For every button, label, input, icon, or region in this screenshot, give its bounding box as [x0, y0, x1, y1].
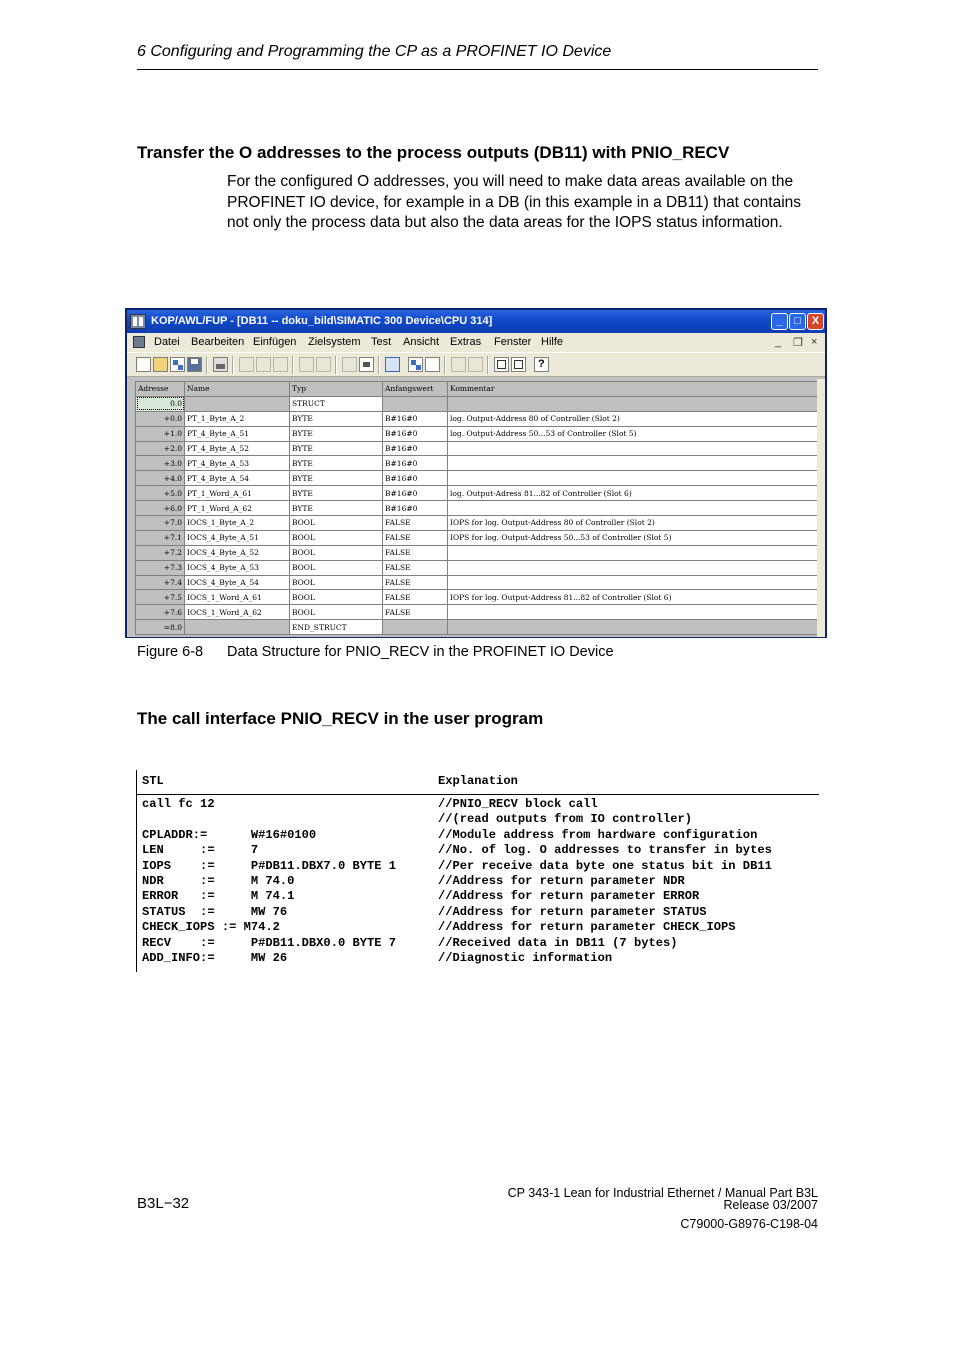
menu-einfuegen[interactable]: Einfügen — [253, 336, 297, 348]
cell-address[interactable]: +7.2 — [136, 545, 185, 560]
open-icon[interactable] — [153, 357, 168, 372]
stl-code: CHECK_IOPS := M74.2 — [142, 920, 280, 935]
table-row[interactable] — [136, 575, 820, 590]
table-row[interactable] — [136, 590, 820, 605]
footer-order-number: C79000-G8976-C198-04 — [680, 1217, 818, 1231]
stl-explanation: //Per receive data byte one status bit in DB11 — [438, 858, 772, 873]
cell-initial-value[interactable]: B#16#0 — [383, 456, 448, 471]
cell-address[interactable]: +2.0 — [136, 441, 185, 456]
cell-name[interactable]: IOCS_1_Byte_A_2 — [185, 516, 290, 531]
stl-column-header: STL — [142, 774, 164, 788]
footer-manual-title: CP 343-1 Lean for Industrial Ethernet / Manual Part B3L — [507, 1186, 818, 1200]
window-title: KOP/AWL/FUP - [DB11 -- doku_bild\SIMATIC 300 Device\CPU 314] — [151, 315, 493, 327]
cell-comment[interactable] — [448, 560, 820, 575]
menu-zielsystem[interactable]: Zielsystem — [308, 336, 361, 348]
mdi-restore-button[interactable]: ❐ — [793, 337, 803, 349]
cell-comment[interactable]: IOPS for log. Output-Address 50...53 of Controller (Slot 5) — [448, 530, 820, 545]
cell-comment[interactable]: log. Output-Address 50...53 of Controller (Slot 5) — [448, 426, 820, 441]
paste-icon[interactable] — [273, 357, 288, 372]
toolbar-separator — [378, 356, 380, 374]
table-row[interactable] — [136, 620, 820, 635]
cell-initial-value[interactable]: B#16#0 — [383, 501, 448, 516]
menu-test[interactable]: Test — [371, 336, 392, 348]
cell-address[interactable]: =8.0 — [136, 620, 185, 635]
stl-explanation: //No. of log. O addresses to transfer in bytes — [438, 843, 772, 858]
cell-initial-value[interactable]: B#16#0 — [383, 486, 448, 501]
window-titlebar[interactable] — [127, 310, 825, 333]
table-row[interactable] — [136, 411, 820, 426]
stl-code: LEN := 7 — [142, 843, 259, 858]
section-heading-call-interface: The call interface PNIO_RECV in the user program — [137, 709, 544, 728]
stl-code: RECV := P#DB11.DBX0.0 BYTE 7 — [142, 935, 397, 950]
stl-table-header-rule — [136, 794, 819, 795]
declaration-view-icon[interactable] — [385, 357, 400, 372]
cell-name[interactable]: PT_4_Byte_A_52 — [185, 441, 290, 456]
cell-name[interactable]: PT_4_Byte_A_54 — [185, 471, 290, 486]
menu-datei[interactable]: Datei — [154, 336, 180, 348]
table-row[interactable] — [136, 516, 820, 531]
cell-name[interactable]: PT_1_Word_A_62 — [185, 501, 290, 516]
stl-explanation: //Module address from hardware configuration — [438, 827, 758, 842]
cell-address[interactable]: +7.4 — [136, 575, 185, 590]
mdi-minimize-button[interactable]: _ — [775, 336, 782, 348]
table-row[interactable] — [136, 545, 820, 560]
stl-explanation: //PNIO_RECV block call — [438, 797, 598, 811]
cell-type[interactable]: BOOL — [290, 545, 383, 560]
cell-initial-value[interactable]: FALSE — [383, 560, 448, 575]
table-row[interactable] — [136, 560, 820, 575]
step7-window — [125, 308, 827, 638]
toolbar-separator — [487, 356, 489, 374]
cell-initial-value[interactable]: B#16#0 — [383, 471, 448, 486]
first-icon[interactable] — [451, 357, 466, 372]
cell-initial-value[interactable]: B#16#0 — [383, 441, 448, 456]
cell-address[interactable]: +0.0 — [136, 411, 185, 426]
cell-type[interactable]: BOOL — [290, 575, 383, 590]
toolbar-separator — [206, 356, 208, 374]
cell-type[interactable]: BYTE — [290, 426, 383, 441]
cut-icon[interactable] — [239, 357, 254, 372]
online-icon[interactable] — [342, 357, 357, 372]
cell-address[interactable]: +1.0 — [136, 426, 185, 441]
menu-hilfe[interactable]: Hilfe — [541, 336, 564, 348]
footer-release: Release 03/2007 — [723, 1198, 818, 1212]
cell-type[interactable]: BOOL — [290, 516, 383, 531]
cell-initial-value[interactable]: FALSE — [383, 516, 448, 531]
cell-address[interactable]: +4.0 — [136, 471, 185, 486]
table-row[interactable] — [136, 456, 820, 471]
stl-code: call fc 12 — [142, 797, 215, 811]
cell-address[interactable]: +7.6 — [136, 605, 185, 620]
help-icon[interactable] — [534, 357, 549, 372]
cell-comment[interactable] — [448, 501, 820, 516]
figure-caption — [137, 644, 614, 660]
cell-comment[interactable] — [448, 441, 820, 456]
data-view-icon[interactable] — [425, 357, 440, 372]
db-declaration-table — [135, 381, 820, 635]
window-arrange-icon[interactable] — [494, 357, 509, 372]
last-icon[interactable] — [468, 357, 483, 372]
cell-comment[interactable]: IOPS for log. Output-Address 80 of Controller (Slot 2) — [448, 516, 820, 531]
app-icon[interactable] — [130, 314, 146, 329]
menu-bearbeiten[interactable]: Bearbeiten — [191, 336, 245, 348]
accessible-nodes-icon[interactable] — [170, 357, 185, 372]
cell-initial-value[interactable]: B#16#0 — [383, 411, 448, 426]
cell-address[interactable]: +7.3 — [136, 560, 185, 575]
table-row[interactable] — [136, 486, 820, 501]
new-icon[interactable] — [136, 357, 151, 372]
cell-comment[interactable]: IOPS for log. Output-Address 81...82 of Controller (Slot 6) — [448, 590, 820, 605]
mdi-close-button[interactable]: × — [811, 336, 818, 348]
cell-name[interactable]: IOCS_4_Byte_A_53 — [185, 560, 290, 575]
cell-type[interactable]: BOOL — [290, 605, 383, 620]
cell-name[interactable] — [185, 396, 290, 411]
cell-comment[interactable] — [448, 396, 820, 411]
cell-initial-value[interactable]: FALSE — [383, 545, 448, 560]
stl-code: IOPS := P#DB11.DBX7.0 BYTE 1 — [142, 858, 397, 873]
table-header-row — [136, 382, 820, 397]
cell-initial-value[interactable]: FALSE — [383, 590, 448, 605]
cell-name[interactable]: IOCS_4_Byte_A_51 — [185, 530, 290, 545]
stl-explanation: //(read outputs from IO controller) — [438, 812, 693, 827]
cell-type[interactable]: BYTE — [290, 501, 383, 516]
column-header-initial-value[interactable]: Anfangswert — [383, 382, 448, 397]
header-rule — [137, 69, 818, 70]
cell-address[interactable]: 0.0 — [136, 396, 185, 411]
maximize-button[interactable]: □ — [789, 313, 806, 330]
cell-name[interactable]: PT_1_Word_A_61 — [185, 486, 290, 501]
cell-initial-value[interactable]: FALSE — [383, 605, 448, 620]
column-header-type[interactable]: Typ — [290, 382, 383, 397]
column-header-address[interactable]: Adresse — [136, 382, 185, 397]
cell-name[interactable]: PT_4_Byte_A_51 — [185, 426, 290, 441]
cell-address[interactable]: +7.5 — [136, 590, 185, 605]
close-button[interactable]: X — [807, 313, 824, 330]
cell-comment[interactable]: log. Output-Adress 81...82 of Controller (Slot 6) — [448, 486, 820, 501]
toolbar-separator — [335, 356, 337, 374]
save-icon[interactable] — [187, 357, 202, 372]
cell-type[interactable]: BOOL — [290, 560, 383, 575]
download-icon[interactable] — [359, 357, 374, 372]
toolbar — [127, 352, 825, 377]
cell-address[interactable]: +3.0 — [136, 456, 185, 471]
explanation-column-header: Explanation — [438, 774, 518, 788]
intro-paragraph: For the configured O addresses, you will need to make data areas available on the PROFINET IO device, for example in a DB (in this example in a DB11) that contains not only the process data but also the data areas for the IOPS status information. — [227, 173, 802, 232]
cell-comment[interactable]: log. Output-Address 80 of Controller (Slot 2) — [448, 411, 820, 426]
cell-name[interactable]: IOCS_4_Byte_A_52 — [185, 545, 290, 560]
cell-name[interactable] — [185, 620, 290, 635]
table-row[interactable] — [136, 501, 820, 516]
section-heading-transfer: Transfer the O addresses to the process outputs (DB11) with PNIO_RECV — [137, 143, 730, 162]
stl-explanation: //Address for return parameter ERROR — [438, 889, 700, 904]
page-number: B3L−32 — [137, 1195, 190, 1212]
cell-comment[interactable] — [448, 456, 820, 471]
cell-comment[interactable] — [448, 620, 820, 635]
toolbar-separator — [444, 356, 446, 374]
table-row[interactable] — [136, 530, 820, 545]
stl-table-left-rule — [136, 770, 137, 972]
table-row[interactable] — [136, 471, 820, 486]
cell-initial-value[interactable]: FALSE — [383, 575, 448, 590]
cell-type[interactable]: BYTE — [290, 441, 383, 456]
stl-explanation: //Diagnostic information — [438, 951, 613, 965]
stl-explanation: //Address for return parameter STATUS — [438, 904, 707, 919]
cell-type[interactable]: END_STRUCT — [290, 620, 383, 635]
stl-code: ERROR := M 74.1 — [142, 889, 295, 904]
column-header-comment[interactable]: Kommentar — [448, 382, 820, 397]
cell-comment[interactable] — [448, 575, 820, 590]
cell-type[interactable]: BYTE — [290, 411, 383, 426]
table-row[interactable] — [136, 441, 820, 456]
table-row[interactable] — [136, 426, 820, 441]
cell-type[interactable]: STRUCT — [290, 396, 383, 411]
network-view-icon[interactable] — [408, 357, 423, 372]
figure-caption-text: Data Structure for PNIO_RECV in the PROFINET IO Device — [227, 644, 614, 660]
cell-comment[interactable] — [448, 545, 820, 560]
cell-name[interactable]: IOCS_1_Word_A_61 — [185, 590, 290, 605]
stl-code: ADD_INFO:= MW 26 — [142, 951, 288, 965]
stl-code: CPLADDR:= W#16#0100 — [142, 827, 317, 842]
cell-name[interactable]: IOCS_4_Byte_A_54 — [185, 575, 290, 590]
stl-explanation: //Received data in DB11 (7 bytes) — [438, 935, 678, 950]
cell-name[interactable]: PT_1_Byte_A_2 — [185, 411, 290, 426]
redo-icon[interactable] — [316, 357, 331, 372]
cell-name[interactable]: IOCS_1_Word_A_62 — [185, 605, 290, 620]
print-icon[interactable] — [213, 357, 228, 372]
vertical-scrollbar[interactable] — [817, 379, 825, 637]
window-split-icon[interactable] — [511, 357, 526, 372]
cell-initial-value[interactable] — [383, 620, 448, 635]
cell-initial-value[interactable]: FALSE — [383, 530, 448, 545]
cell-comment[interactable] — [448, 471, 820, 486]
cell-name[interactable]: PT_4_Byte_A_53 — [185, 456, 290, 471]
stl-explanation: //Address for return parameter CHECK_IOPS — [438, 920, 736, 935]
cell-initial-value[interactable] — [383, 396, 448, 411]
stl-code: STATUS := MW 76 — [142, 904, 288, 919]
cell-type[interactable]: BYTE — [290, 456, 383, 471]
menu-fenster[interactable]: Fenster — [494, 336, 532, 348]
stl-code: NDR := M 74.0 — [142, 874, 295, 888]
table-row[interactable] — [136, 396, 820, 411]
cell-type[interactable]: BYTE — [290, 486, 383, 501]
db-editor-area — [127, 377, 825, 637]
cell-address[interactable]: +5.0 — [136, 486, 185, 501]
figure-number: Figure 6-8 — [137, 644, 204, 660]
cell-address[interactable]: +6.0 — [136, 501, 185, 516]
menu-ansicht[interactable]: Ansicht — [403, 336, 440, 348]
toolbar-separator — [232, 356, 234, 374]
cell-type[interactable]: BOOL — [290, 530, 383, 545]
stl-explanation: //Address for return parameter NDR — [438, 874, 685, 888]
cell-comment[interactable] — [448, 605, 820, 620]
menu-extras[interactable]: Extras — [450, 336, 482, 348]
cell-type[interactable]: BOOL — [290, 590, 383, 605]
document-icon[interactable] — [133, 336, 145, 348]
column-header-name[interactable]: Name — [185, 382, 290, 397]
menu-bar — [127, 333, 825, 352]
running-header: 6 Configuring and Programming the CP as a PROFINET IO Device — [137, 43, 612, 60]
cell-address[interactable]: +7.1 — [136, 530, 185, 545]
cell-address[interactable]: +7.0 — [136, 516, 185, 531]
copy-icon[interactable] — [256, 357, 271, 372]
toolbar-separator — [292, 356, 294, 374]
table-row[interactable] — [136, 605, 820, 620]
undo-icon[interactable] — [299, 357, 314, 372]
minimize-button[interactable]: _ — [771, 313, 788, 330]
cell-initial-value[interactable]: B#16#0 — [383, 426, 448, 441]
cell-type[interactable]: BYTE — [290, 471, 383, 486]
